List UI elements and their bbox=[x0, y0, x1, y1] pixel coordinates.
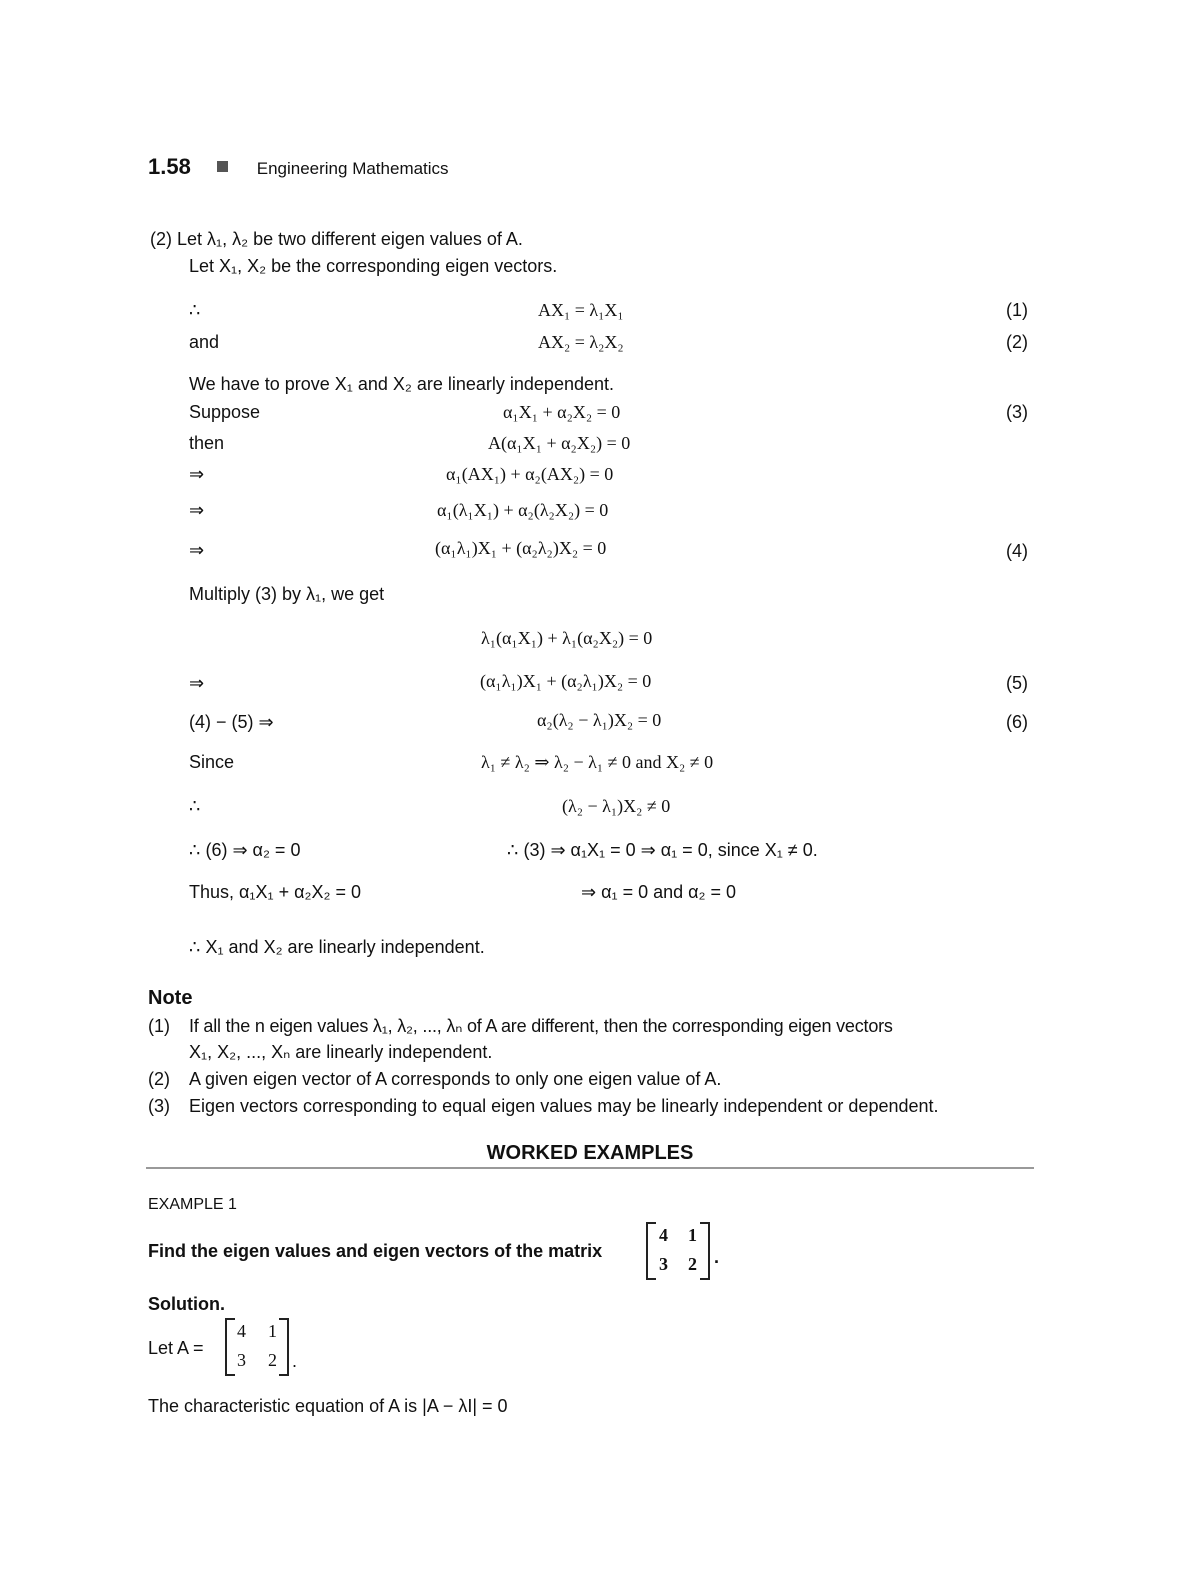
proof-line-eq: α₁(AX₁) + α₂(AX₂) = 0 bbox=[446, 464, 614, 484]
proof-line-eq: (λ₂ − λ₁)X₂ ≠ 0 bbox=[562, 796, 671, 816]
solution-label: Solution. bbox=[148, 1294, 225, 1314]
proof-line-left: ⇒ bbox=[189, 464, 205, 484]
characteristic-equation-text: The characteristic equation of A is |A − λI| = 0 bbox=[148, 1396, 508, 1416]
proof-line-eq: (α₁λ₁)X₁ + (α₂λ₁)X₂ = 0 bbox=[480, 671, 652, 691]
proof-conclusion: ∴ X₁ and X₂ are linearly independent. bbox=[189, 937, 485, 957]
equation-number: (1) bbox=[1006, 300, 1028, 320]
proof-line-left: ⇒ bbox=[189, 540, 205, 560]
proof-line-eq: λ₁(α₁X₁) + λ₁(α₂X₂) = 0 bbox=[481, 628, 653, 648]
matrix-cell: 4 bbox=[237, 1321, 246, 1341]
matrix-right-bracket bbox=[700, 1222, 710, 1280]
proof-line-left: ∴ bbox=[189, 796, 201, 816]
proof-line-eq: α₁X₁ + α₂X₂ = 0 bbox=[503, 402, 621, 422]
proof-line-eq: AX₂ = λ₂X₂ bbox=[538, 332, 624, 352]
note-item-text: A given eigen vector of A corresponds to only one eigen value of A. bbox=[189, 1069, 722, 1089]
question-matrix bbox=[646, 1222, 710, 1280]
proof-line-left: ⇒ bbox=[189, 673, 205, 693]
let-text: Let A = bbox=[148, 1338, 204, 1358]
matrix-cell: 2 bbox=[688, 1254, 697, 1274]
matrix-cell: 2 bbox=[268, 1350, 277, 1370]
example-label: EXAMPLE 1 bbox=[148, 1196, 237, 1213]
example-question: Find the eigen values and eigen vectors of the matrix bbox=[148, 1241, 603, 1261]
proof-line-eq: λ₁ ≠ λ₂ ⇒ λ₂ − λ₁ ≠ 0 and X₂ ≠ 0 bbox=[481, 752, 714, 772]
equation-number: (2) bbox=[1006, 332, 1028, 352]
equation-number: (5) bbox=[1006, 673, 1028, 693]
worked-examples-heading: WORKED EXAMPLES bbox=[486, 1142, 694, 1164]
proof-line-left: ∴ bbox=[189, 300, 201, 320]
section-divider bbox=[146, 1167, 1034, 1169]
proof-intro-2: Let X₁, X₂ be the corresponding eigen vectors. bbox=[189, 256, 558, 276]
note-item-cont: X₁, X₂, ..., Xₙ are linearly independent. bbox=[189, 1042, 493, 1062]
proof-line-six-left: ∴ (6) ⇒ α₂ = 0 bbox=[189, 840, 301, 860]
note-item-label: (3) bbox=[148, 1096, 170, 1116]
let-period: . bbox=[292, 1351, 298, 1371]
matrix-left-bracket bbox=[646, 1222, 656, 1280]
proof-line-eq: AX₁ = λ₁X₁ bbox=[538, 300, 624, 320]
page-number: 1.58 bbox=[148, 154, 191, 179]
equation-number: (3) bbox=[1006, 402, 1028, 422]
proof-line-eq: A(α₁X₁ + α₂X₂) = 0 bbox=[488, 433, 631, 453]
matrix-cell: 3 bbox=[237, 1350, 246, 1370]
proof-line-left: Suppose bbox=[189, 402, 261, 422]
matrix-cell: 3 bbox=[659, 1254, 668, 1274]
equation-number: (6) bbox=[1006, 712, 1028, 732]
matrix-cell: 1 bbox=[688, 1225, 697, 1245]
proof-line-eq: α₁(λ₁X₁) + α₂(λ₂X₂) = 0 bbox=[437, 500, 609, 520]
square-bullet-icon bbox=[217, 161, 228, 172]
proof-line-left: (4) − (5) ⇒ bbox=[189, 712, 274, 732]
proof-intro-1: (2) Let λ₁, λ₂ be two different eigen values of A. bbox=[150, 229, 523, 249]
question-period: . bbox=[714, 1247, 720, 1267]
matrix-left-bracket bbox=[225, 1318, 235, 1376]
note-item-label: (2) bbox=[148, 1069, 170, 1089]
page-header bbox=[148, 154, 449, 180]
note-item-label: (1) bbox=[148, 1016, 170, 1036]
proof-line-left: Since bbox=[189, 752, 235, 772]
proof-line-eq: α₂(λ₂ − λ₁)X₂ = 0 bbox=[537, 710, 662, 730]
equation-number: (4) bbox=[1006, 541, 1028, 561]
proof-thus-left: Thus, α₁X₁ + α₂X₂ = 0 bbox=[189, 882, 362, 902]
book-title: Engineering Mathematics bbox=[256, 159, 449, 178]
note-item-text: Eigen vectors corresponding to equal eigen values may be linearly independent or dependent. bbox=[189, 1096, 939, 1116]
proof-thus-right: ⇒ α₁ = 0 and α₂ = 0 bbox=[581, 882, 737, 902]
proof-line-left: ⇒ bbox=[189, 500, 205, 520]
proof-line-eq: (α₁λ₁)X₁ + (α₂λ₂)X₂ = 0 bbox=[435, 538, 607, 558]
proof-line-left: We have to prove X₁ and X₂ are linearly independent. bbox=[189, 374, 614, 394]
matrix-cell: 1 bbox=[268, 1321, 277, 1341]
note-title: Note bbox=[148, 987, 193, 1009]
proof-line-left: Multiply (3) by λ₁, we get bbox=[189, 584, 385, 604]
proof-line-six-right: ∴ (3) ⇒ α₁X₁ = 0 ⇒ α₁ = 0, since X₁ ≠ 0. bbox=[507, 840, 818, 860]
matrix-right-bracket bbox=[279, 1318, 289, 1376]
proof-line-left: then bbox=[189, 433, 225, 453]
proof-line-left: and bbox=[189, 332, 220, 352]
matrix-cell: 4 bbox=[659, 1225, 668, 1245]
solution-matrix bbox=[225, 1318, 289, 1376]
note-item-text: If all the n eigen values λ₁, λ₂, ..., λₙ of A are different, then the corresponding eigen vectors bbox=[189, 1016, 893, 1036]
